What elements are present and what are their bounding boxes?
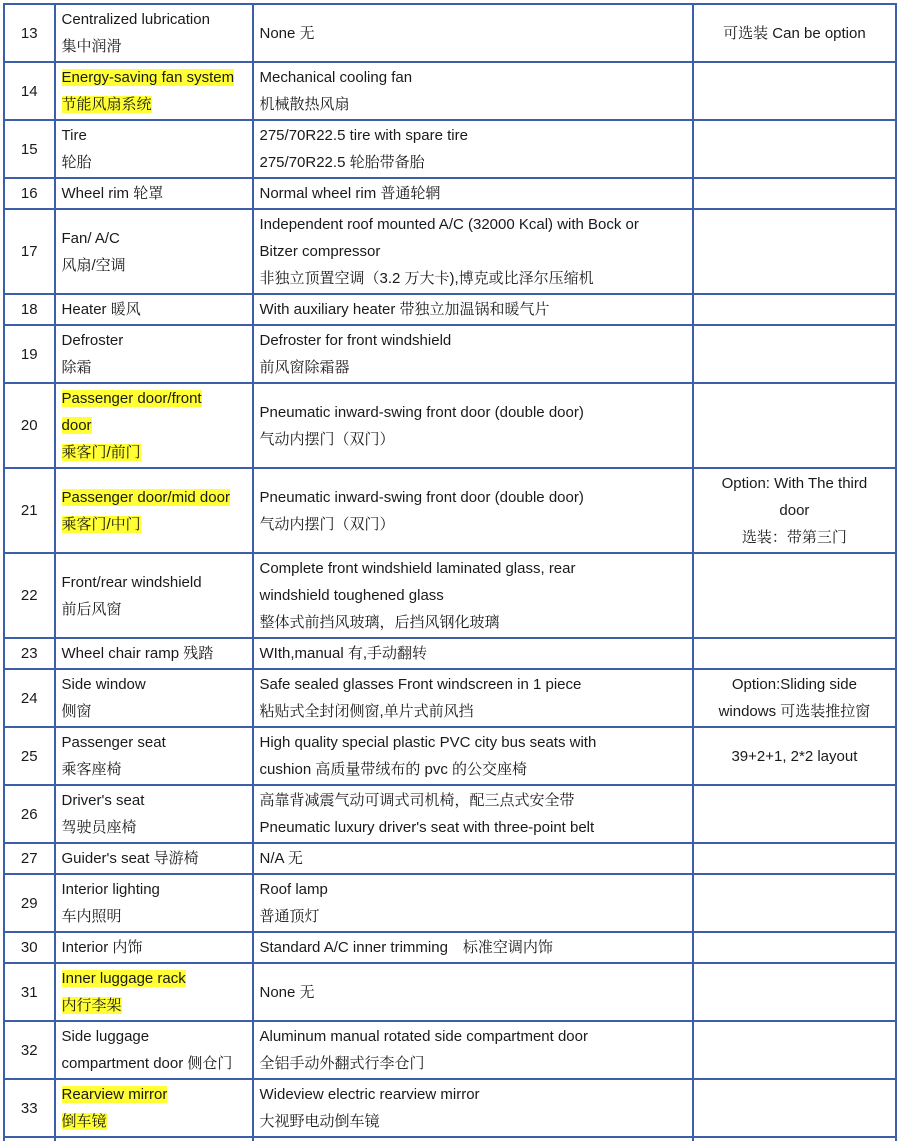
- sliver-cell: [4, 1137, 55, 1141]
- config-line: Pneumatic luxury driver's seat with three-point belt: [259, 819, 595, 836]
- item-line: Tire: [61, 127, 87, 144]
- table-row: [4, 1079, 896, 1137]
- config-line: None 无: [259, 983, 315, 1001]
- remark-line: Option: With The third: [721, 475, 868, 492]
- config-line: 非独立顶置空调（3.2 万大卡),博克或比泽尔压缩机: [259, 270, 594, 287]
- item-cell: [55, 1021, 253, 1079]
- config-line: N/A 无: [259, 850, 303, 867]
- item-line: Wheel chair ramp 残踏: [61, 645, 214, 662]
- config-line: High quality special plastic PVC city bus seats with: [259, 734, 597, 751]
- remark-cell: [693, 120, 896, 178]
- remark-cell: [693, 843, 896, 874]
- config-cell: [253, 638, 693, 669]
- item-line-highlight: Passenger door/front: [61, 390, 202, 407]
- item-cell: [55, 468, 253, 553]
- item-line-highlight: Rearview mirror: [61, 1086, 168, 1103]
- config-line: 前风窗除霜器: [259, 359, 350, 376]
- config-cell: [253, 669, 693, 727]
- item-line: 车内照明: [61, 908, 122, 925]
- row-number: 16: [4, 178, 55, 209]
- table-row: [4, 932, 896, 963]
- item-cell: [55, 178, 253, 209]
- remark-cell: [693, 209, 896, 294]
- row-number: 14: [4, 62, 55, 120]
- config-cell: [253, 874, 693, 932]
- row-number: 32: [4, 1021, 55, 1079]
- row-number: 22: [4, 553, 55, 638]
- config-line: Defroster for front windshield: [259, 332, 452, 349]
- config-line: Independent roof mounted A/C (32000 Kcal) with Bock or: [259, 216, 639, 233]
- remark-cell: [693, 294, 896, 325]
- remark-cell: [693, 669, 896, 727]
- table-row: [4, 785, 896, 843]
- item-line: 除霜: [61, 359, 92, 376]
- item-line: Centralized lubrication: [61, 11, 210, 28]
- item-line: Driver's seat: [61, 792, 145, 809]
- row-number: 23: [4, 638, 55, 669]
- config-cell: [253, 932, 693, 963]
- config-line: Bitzer compressor: [259, 243, 381, 260]
- item-line: [62, 385, 246, 412]
- config-line: 高靠背减震气动可调式司机椅，配三点式安全带: [259, 792, 575, 809]
- config-line: 全铝手动外翻式行李仓门: [259, 1055, 425, 1072]
- item-cell: [55, 874, 253, 932]
- config-line: Complete front windshield laminated glass, rear: [259, 560, 576, 577]
- item-line: Front/rear windshield: [61, 573, 202, 591]
- remark-line: 39+2+1, 2*2 layout: [731, 747, 858, 765]
- config-cell: [253, 178, 693, 209]
- config-line: 粘贴式全封闭侧窗,单片式前风挡: [259, 703, 474, 720]
- table-row: [4, 178, 896, 209]
- table-row: [4, 874, 896, 932]
- item-cell: [55, 62, 253, 120]
- item-line: 前后风窗: [61, 600, 122, 618]
- config-line: 275/70R22.5 轮胎带备胎: [259, 154, 425, 171]
- remark-cell: [693, 1079, 896, 1137]
- remark-cell: [693, 932, 896, 963]
- remark-line: 选装：带第三门: [741, 529, 847, 546]
- item-cell: [55, 963, 253, 1021]
- item-cell: [55, 843, 253, 874]
- item-cell: [55, 727, 253, 785]
- item-line-highlight: door: [61, 417, 92, 434]
- item-cell: [55, 669, 253, 727]
- table-row: [4, 669, 896, 727]
- config-line: Wideview electric rearview mirror: [259, 1086, 480, 1103]
- config-line: 普通顶灯: [259, 908, 320, 925]
- config-line: 气动内摆门（双门）: [259, 515, 395, 533]
- item-line: 轮胎: [61, 154, 92, 171]
- row-number: 18: [4, 294, 55, 325]
- row-number: 26: [4, 785, 55, 843]
- config-line: Safe sealed glasses Front windscreen in 1 piece: [259, 676, 582, 693]
- item-line-highlight: Passenger door/mid door: [61, 488, 230, 506]
- item-line: Wheel rim 轮罩: [61, 185, 164, 202]
- remark-cell: [693, 638, 896, 669]
- item-line: Guider's seat 导游椅: [61, 850, 199, 867]
- sliver-cell: [55, 1137, 253, 1141]
- item-cell: [55, 638, 253, 669]
- row-number: 33: [4, 1079, 55, 1137]
- item-line: [62, 484, 246, 511]
- item-line: 集中润滑: [61, 38, 122, 55]
- remark-cell: [693, 1021, 896, 1079]
- config-line: 大视野电动倒车镜: [259, 1113, 380, 1130]
- table-row: [4, 1021, 896, 1079]
- remark-cell: [693, 178, 896, 209]
- table-row: [4, 325, 896, 383]
- config-cell: [253, 294, 693, 325]
- config-line: Pneumatic inward-swing front door (double door): [259, 403, 584, 421]
- remark-line: door: [779, 502, 810, 519]
- row-number: 21: [4, 468, 55, 553]
- remark-cell: [693, 62, 896, 120]
- item-line: Side luggage: [61, 1028, 150, 1045]
- item-line: [62, 1108, 246, 1135]
- item-line: 乘客座椅: [61, 761, 122, 778]
- table-row: [4, 294, 896, 325]
- config-cell: [253, 553, 693, 638]
- item-line: [62, 1081, 246, 1108]
- table-row: [4, 638, 896, 669]
- table-row: [4, 209, 896, 294]
- remark-cell: [693, 468, 896, 553]
- item-line-highlight: Energy-saving fan system: [61, 69, 235, 86]
- config-cell: [253, 1021, 693, 1079]
- item-line: Interior 内饰: [61, 939, 143, 956]
- row-number: 19: [4, 325, 55, 383]
- table-row: [4, 727, 896, 785]
- item-line: Side window: [61, 676, 146, 693]
- item-line: 风扇/空调: [61, 256, 126, 274]
- item-line: Fan/ A/C: [61, 229, 120, 247]
- sliver-cell: [253, 1137, 693, 1141]
- config-cell: [253, 62, 693, 120]
- config-cell: [253, 843, 693, 874]
- item-line: [62, 511, 246, 538]
- item-line-highlight: 倒车镜: [61, 1113, 107, 1130]
- remark-cell: [693, 553, 896, 638]
- remark-cell: [693, 785, 896, 843]
- item-line: [62, 412, 246, 439]
- table-row: [4, 120, 896, 178]
- remark-line: 可选装 Can be option: [723, 24, 866, 42]
- remark-line: windows 可选装推拉窗: [718, 703, 871, 720]
- config-line: 275/70R22.5 tire with spare tire: [259, 127, 468, 144]
- item-line: [62, 91, 246, 118]
- row-number: 29: [4, 874, 55, 932]
- table-row: [4, 553, 896, 638]
- item-cell: [55, 785, 253, 843]
- item-cell: [55, 120, 253, 178]
- config-line: 气动内摆门（双门）: [259, 430, 395, 448]
- row-number: 30: [4, 932, 55, 963]
- spec-table: [3, 3, 897, 1141]
- item-cell: [55, 325, 253, 383]
- item-cell: [55, 209, 253, 294]
- row-number: 17: [4, 209, 55, 294]
- table-row: [4, 4, 896, 62]
- config-cell: [253, 325, 693, 383]
- config-cell: [253, 120, 693, 178]
- config-line: Aluminum manual rotated side compartment door: [259, 1028, 588, 1045]
- row-number: 20: [4, 383, 55, 468]
- sliver-cell: [693, 1137, 896, 1141]
- remark-cell: [693, 325, 896, 383]
- item-line: [62, 965, 246, 992]
- table-row: [4, 843, 896, 874]
- item-line: Defroster: [61, 332, 124, 349]
- config-line: With auxiliary heater 带独立加温锅和暖气片: [259, 301, 550, 318]
- row-number: 31: [4, 963, 55, 1021]
- table-row: [4, 963, 896, 1021]
- remark-cell: [693, 874, 896, 932]
- config-cell: [253, 383, 693, 468]
- item-line: Passenger seat: [61, 734, 166, 751]
- item-line: Interior lighting: [61, 881, 160, 898]
- remark-line: Option:Sliding side: [731, 676, 857, 693]
- config-line: windshield toughened glass: [259, 587, 444, 604]
- config-line: 整体式前挡风玻璃，后挡风钢化玻璃: [259, 614, 500, 631]
- table-row: [4, 62, 896, 120]
- item-cell: [55, 553, 253, 638]
- item-cell: [55, 383, 253, 468]
- config-line: Normal wheel rim 普通轮辋: [259, 185, 441, 202]
- config-line: Roof lamp: [259, 881, 328, 898]
- item-line: [62, 992, 246, 1019]
- row-number: 25: [4, 727, 55, 785]
- remark-cell: [693, 727, 896, 785]
- config-line: None 无: [259, 24, 315, 42]
- row-number: 27: [4, 843, 55, 874]
- remark-cell: [693, 963, 896, 1021]
- config-line: Standard A/C inner trimming 标准空调内饰: [259, 939, 553, 956]
- remark-cell: [693, 383, 896, 468]
- item-line-highlight: Inner luggage rack: [61, 970, 186, 987]
- row-number: 13: [4, 4, 55, 62]
- item-line-highlight: 乘客门/中门: [61, 515, 141, 533]
- item-cell: [55, 1079, 253, 1137]
- spec-sheet: [3, 3, 897, 1141]
- config-line: WIth,manual 有,手动翻转: [259, 645, 428, 662]
- item-line: compartment door 侧仓门: [61, 1055, 233, 1072]
- config-cell: [253, 963, 693, 1021]
- item-line: 侧窗: [61, 703, 92, 720]
- config-cell: [253, 785, 693, 843]
- item-line: Heater 暖风: [61, 301, 141, 318]
- table-row: [4, 468, 896, 553]
- item-line-highlight: 内行李架: [61, 997, 122, 1014]
- config-cell: [253, 727, 693, 785]
- config-line: Pneumatic inward-swing front door (double door): [259, 488, 584, 506]
- item-line-highlight: 乘客门/前门: [61, 444, 141, 461]
- config-line: Mechanical cooling fan: [259, 69, 413, 86]
- item-line: 驾驶员座椅: [61, 819, 137, 836]
- config-line: 机械散热风扇: [259, 96, 350, 113]
- item-cell: [55, 932, 253, 963]
- config-line: cushion 高质量带绒布的 pvc 的公交座椅: [259, 761, 528, 778]
- config-cell: [253, 4, 693, 62]
- item-line: [62, 64, 246, 91]
- next-row-sliver: [4, 1137, 896, 1141]
- config-cell: [253, 468, 693, 553]
- row-number: 15: [4, 120, 55, 178]
- remark-cell: [693, 4, 896, 62]
- row-number: 24: [4, 669, 55, 727]
- config-cell: [253, 1079, 693, 1137]
- item-cell: [55, 294, 253, 325]
- table-row: [4, 383, 896, 468]
- item-cell: [55, 4, 253, 62]
- config-cell: [253, 209, 693, 294]
- item-line-highlight: 节能风扇系统: [61, 96, 152, 113]
- item-line: [62, 439, 246, 466]
